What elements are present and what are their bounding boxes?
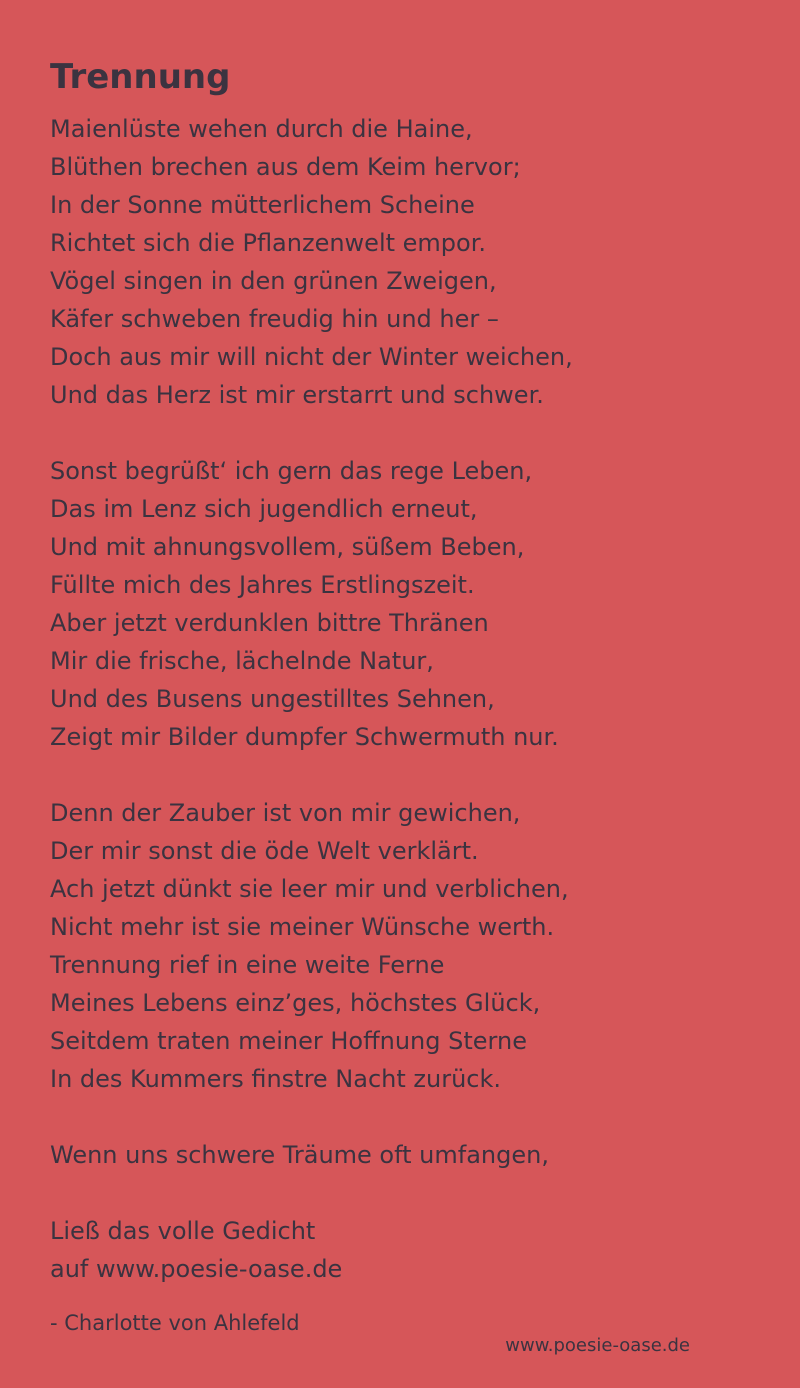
poem-line: Der mir sonst die öde Welt verklärt.	[50, 837, 479, 865]
stanza	[50, 110, 770, 414]
poem-line: Seitdem traten meiner Hoffnung Sterne	[50, 1027, 527, 1055]
poem-line: Mir die frische, lächelnde Natur,	[50, 647, 434, 675]
read-more-note	[50, 1212, 770, 1288]
poem-line: Käfer schweben freudig hin und her –	[50, 305, 499, 333]
poem-line: Richtet sich die Pflanzenwelt empor.	[50, 229, 487, 257]
poem-line: Ach jetzt dünkt sie leer mir und verblichen,	[50, 875, 569, 903]
site-watermark: www.poesie-oase.de	[505, 1335, 690, 1356]
poem-title: Trennung	[50, 57, 231, 97]
poem-line: Und des Busens ungestilltes Sehnen,	[50, 685, 495, 713]
poem-line: Trennung rief in eine weite Ferne	[50, 951, 445, 979]
poem-line: Und mit ahnungsvollem, süßem Beben,	[50, 533, 525, 561]
poem-line: auf www.poesie-oase.de	[50, 1255, 343, 1283]
stanza	[50, 1136, 770, 1174]
poem-line: In des Kummers finstre Nacht zurück.	[50, 1065, 502, 1093]
poem-line: Blüthen brechen aus dem Keim hervor;	[50, 153, 521, 181]
poem-line: Sonst begrüßt‘ ich gern das rege Leben,	[50, 457, 533, 485]
poem-line: Aber jetzt verdunklen bittre Thränen	[50, 609, 489, 637]
poem-line: Nicht mehr ist sie meiner Wünsche werth.	[50, 913, 555, 941]
poem-line: Vögel singen in den grünen Zweigen,	[50, 267, 497, 295]
poem-line: Wenn uns schwere Träume oft umfangen,	[50, 1141, 549, 1169]
stanza	[50, 794, 770, 1098]
author-attribution: - Charlotte von Ahlefeld	[50, 1311, 300, 1335]
poem-line: In der Sonne mütterlichem Scheine	[50, 191, 475, 219]
poem-line: Doch aus mir will nicht der Winter weichen,	[50, 343, 573, 371]
poem-line: Maienlüste wehen durch die Haine,	[50, 115, 473, 143]
poem-line: Meines Lebens einz’ges, höchstes Glück,	[50, 989, 541, 1017]
poem-line: Zeigt mir Bilder dumpfer Schwermuth nur.	[50, 723, 559, 751]
poem-line: Denn der Zauber ist von mir gewichen,	[50, 799, 521, 827]
stanza	[50, 452, 770, 756]
poem-line: Ließ das volle Gedicht	[50, 1217, 316, 1245]
poem-line: Das im Lenz sich jugendlich erneut,	[50, 495, 478, 523]
poem-body	[50, 110, 770, 1326]
poem-line: Füllte mich des Jahres Erstlingszeit.	[50, 571, 475, 599]
poem-line: Und das Herz ist mir erstarrt und schwer.	[50, 381, 544, 409]
